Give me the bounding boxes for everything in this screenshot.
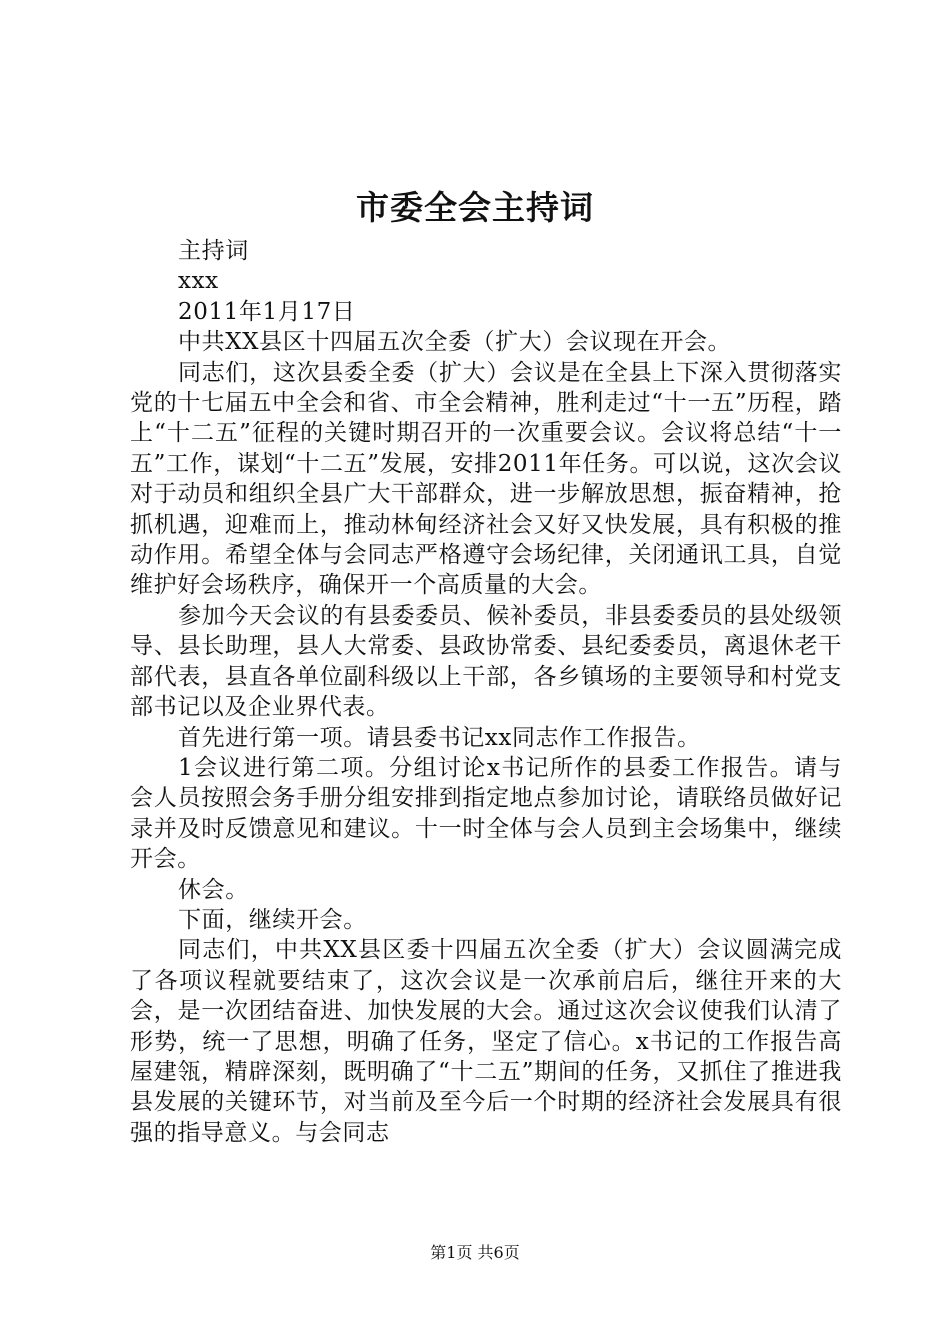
paragraph-item-two: 1会议进行第二项。分组讨论x书记所作的县委工作报告。请与会人员按照会务手册分组安排到指定地点参加讨论，请联络员做好记录并及时反馈意见和建议。十一时全体与会人员到主会场集中，继续开会。 [130,754,842,873]
paragraph-author: xxx [178,268,219,295]
paragraph-significance: 同志们，这次县委全委（扩大）会议是在全县上下深入贯彻落实党的十七届五中全会和省、市全会精神，胜利走过“十一五”历程，踏上“十二五”征程的关键时期召开的一次重要会议。会议将总结“十一五”工作，谋划“十二五”发展，安排2011年任务。可以说，这次会议对于动员和组织全县广大干部群众，进一步解放思想，振奋精神，抢抓机遇，迎难而上，推动林甸经济社会又好又快发展，具有积极的推动作用。希望全体与会同志严格遵守会场纪律，关闭通讯工具，自觉维护好会场秩序，确保开一个高质量的大会。 [130,359,842,599]
paragraph-host-label: 主持词 [178,238,249,264]
paragraph-recess: 休会。 [178,876,249,903]
paragraph-opening: 中共XX县区十四届五次全委（扩大）会议现在开会。 [178,329,732,356]
paragraph-closing: 同志们，中共XX县区委十四届五次全委（扩大）会议圆满完成了各项议程就要结束了，这次会议是一次承前启后，继往开来的大会，是一次团结奋进、加快发展的大会。通过这次会议使我们认清了形势，统一了思想，明确了任务，坚定了信心。x书记的工作报告高屋建瓴，精辟深刻，既明确了“十二五”期间的任务，又抓住了推进我县发展的关键环节，对当前及至今后一个时期的经济社会发展具有很强的指导意义。与会同志 [130,937,842,1146]
page-footer: 第1页 共6页 [430,1243,520,1262]
paragraph-resume: 下面，继续开会。 [178,906,367,933]
document-title: 市委全会主持词 [356,188,594,227]
document-body [130,236,842,1148]
paragraph-date: 2011年1月17日 [178,298,356,325]
paragraph-attendees: 参加今天会议的有县委委员、候补委员，非县委委员的县处级领导、县长助理，县人大常委、县政协常委、县纪委委员，离退休老干部代表，县直各单位副科级以上干部，各乡镇场的主要领导和村党支部书记以及企业界代表。 [130,602,842,721]
paragraph-item-one: 首先进行第一项。请县委书记xx同志作工作报告。 [178,724,701,751]
